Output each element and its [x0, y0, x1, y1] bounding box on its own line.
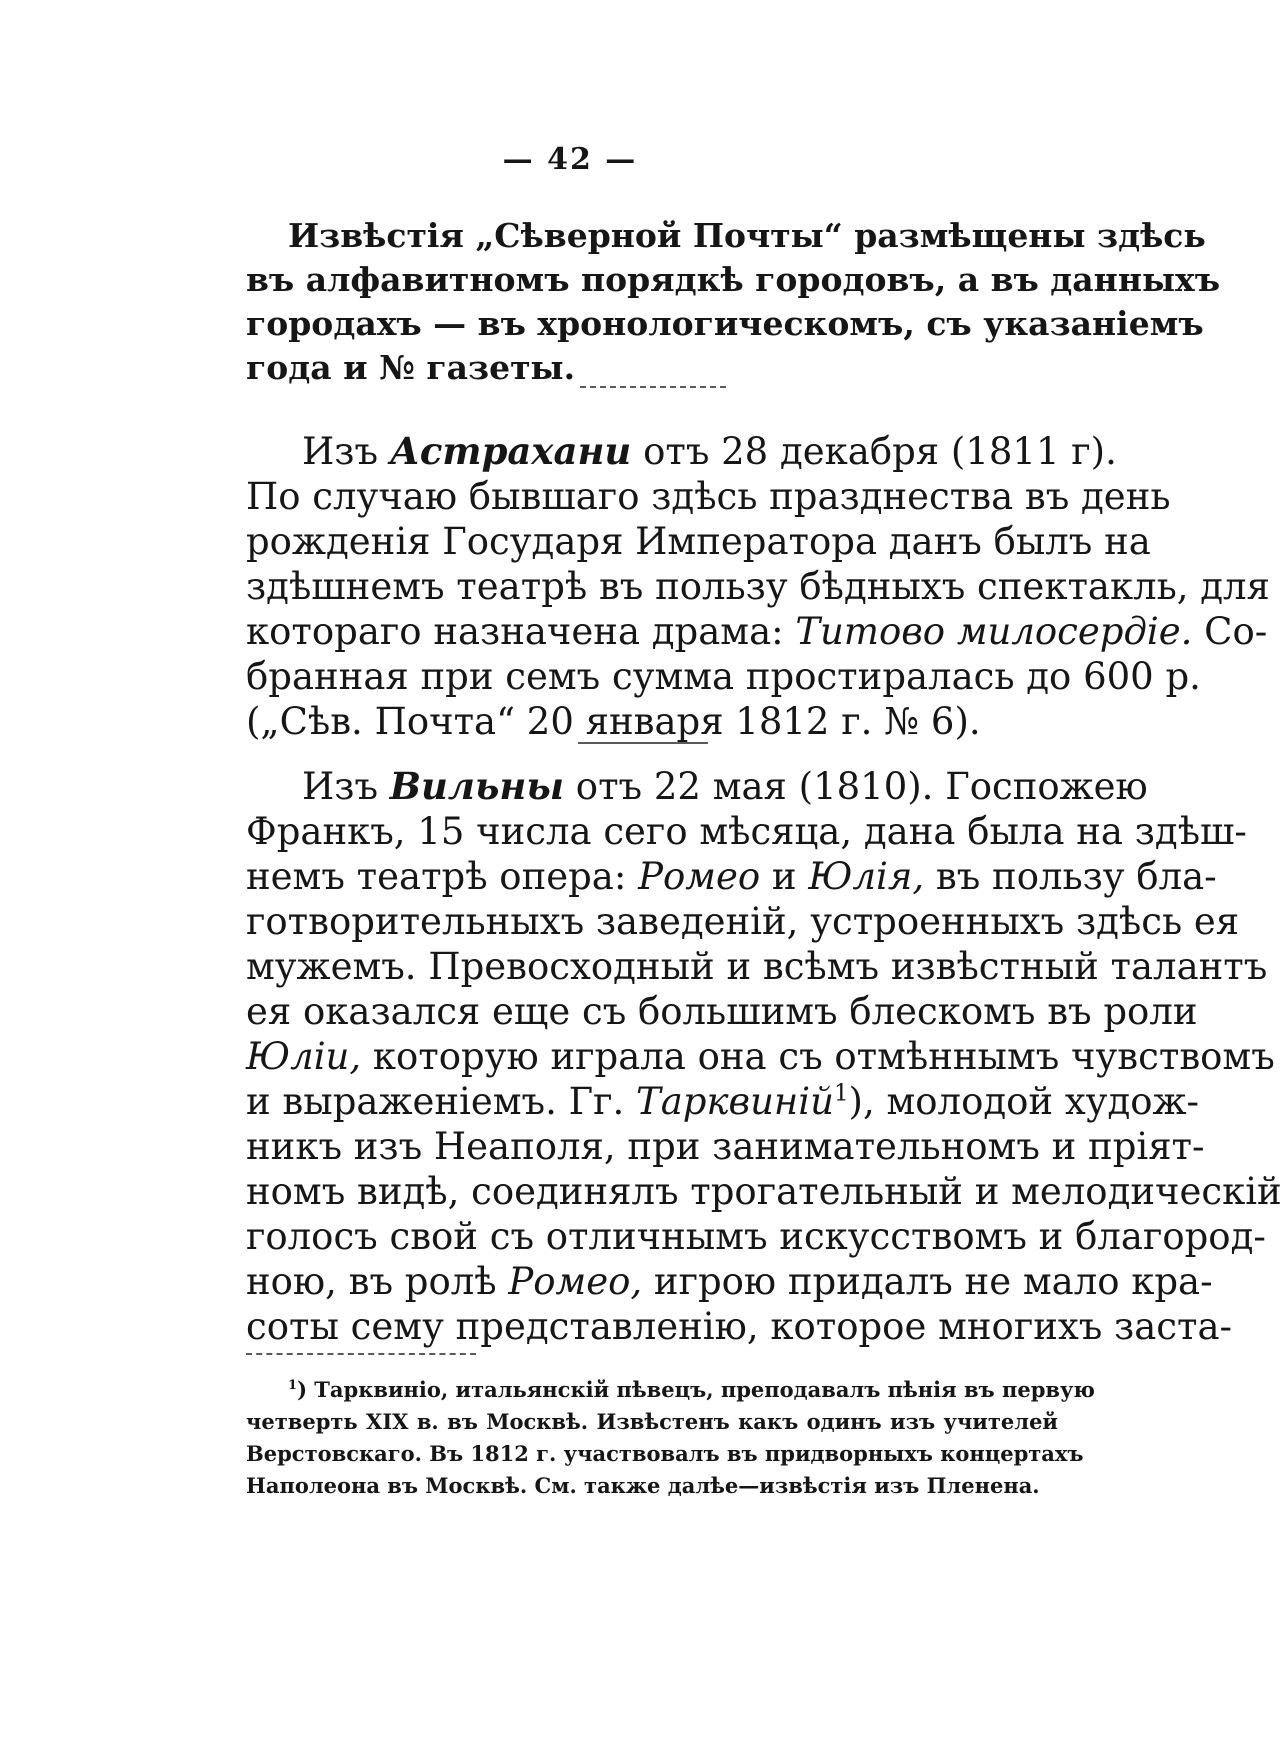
entry-line [246, 854, 1217, 899]
footnote-line: Верстовскаго. Въ 1812 г. участвовалъ въ придворныхъ концертахъ [246, 1441, 1084, 1466]
entry-text: Со- [1192, 610, 1268, 653]
entry-vilna [246, 764, 1282, 1349]
entry-prefix: Изъ [302, 430, 390, 473]
entry-line: бранная при семъ сумма простиралась до 600 р. [246, 655, 1201, 698]
section-divider [580, 386, 726, 388]
entry-text: немъ театрѣ опера: [246, 855, 639, 898]
entry-line: здѣшнемъ театрѣ въ пользу бѣдныхъ спектакль, для [246, 565, 1270, 608]
entry-line: („Сѣв. Почта“ 20 января 1812 г. № 6). [246, 700, 981, 743]
footnote-line: Наполеона въ Москвѣ. См. также далѣе—извѣстія изъ Пленена. [246, 1473, 1040, 1498]
entry-date: отъ 28 декабря (1811 г). [631, 430, 1117, 473]
intro-line: года и № газеты. [246, 348, 576, 387]
page-number: — 42 — [502, 142, 638, 177]
entry-line [246, 1034, 1275, 1079]
footnote-marker: 1 [288, 1378, 298, 1393]
role-name: Юліи, [246, 1035, 362, 1078]
singer-name: Тарквиній [636, 1080, 834, 1123]
entry-text: въ пользу бла- [924, 855, 1217, 898]
entry-text: и [760, 855, 809, 898]
entry-line: никъ изъ Неаполя, при занимательномъ и пріят- [246, 1125, 1205, 1168]
entry-line [246, 1079, 1200, 1124]
entry-prefix: Изъ [302, 765, 390, 808]
entry-line [246, 764, 1148, 809]
entry-text: ), молодой худож- [848, 1080, 1200, 1123]
section-divider [578, 742, 708, 744]
footnote-line: четверть XIX в. въ Москвѣ. Извѣстенъ какъ одинъ изъ учителей [246, 1409, 1058, 1434]
footnote-text: ) Тарквиніо, итальянскій пѣвецъ, преподавалъ пѣнія въ первую [297, 1377, 1095, 1402]
entry-line: По случаю бывшаго здѣсь празднества въ день [246, 475, 1171, 518]
entry-line: соты сему представленію, которое многихъ заста- [246, 1305, 1233, 1348]
footnote-ref: 1 [833, 1080, 849, 1107]
drama-title: Титово милосердіе. [795, 610, 1193, 653]
entry-line [246, 1259, 1213, 1304]
footnote-line [246, 1374, 1095, 1406]
entry-date: отъ 22 мая (1810). Госпожею [564, 765, 1148, 808]
entry-line: номъ видѣ, соединялъ трогательный и мелодическій [246, 1170, 1282, 1213]
city-heading: Астрахани [389, 429, 632, 473]
entry-text: котораго назначена драма: [246, 610, 796, 653]
entry-line [246, 609, 1268, 654]
footnote-divider [246, 1353, 476, 1355]
entry-line: мужемъ. Превосходный и всѣмъ извѣстный талантъ [246, 945, 1268, 988]
city-heading: Вильны [389, 764, 565, 808]
entry-line: готворительныхъ заведеній, устроенныхъ здѣсь ея [246, 900, 1240, 943]
entry-line: ея оказался еще съ большимъ блескомъ въ роли [246, 990, 1198, 1033]
footnote [246, 1374, 1095, 1502]
entry-line: рожденія Государя Императора данъ былъ на [246, 520, 1151, 563]
intro-line: Извѣстія „Сѣверной Почты“ размѣщены здѣсь [288, 216, 1206, 255]
intro-paragraph [246, 214, 1221, 390]
opera-title: Юлія, [808, 855, 925, 898]
intro-line: городахъ — въ хронологическомъ, съ указаніемъ [246, 304, 1204, 343]
entry-line: Франкъ, 15 числа сего мѣсяца, дана была на здѣш- [246, 810, 1247, 853]
role-name: Ромео, [508, 1260, 643, 1303]
entry-text: ною, въ ролѣ [246, 1260, 509, 1303]
entry-astrakhan [246, 429, 1270, 744]
entry-line [246, 429, 1117, 474]
intro-line: въ алфавитномъ порядкѣ городовъ, а въ данныхъ [246, 260, 1221, 299]
opera-title: Ромео [638, 855, 761, 898]
entry-text: которую играла она съ отмѣннымъ чувствомъ [361, 1035, 1275, 1078]
entry-line: голосъ свой съ отличнымъ искусствомъ и благород- [246, 1215, 1266, 1258]
entry-text: игрою придалъ не мало кра- [642, 1260, 1213, 1303]
entry-text: и выраженіемъ. Гг. [246, 1080, 637, 1123]
